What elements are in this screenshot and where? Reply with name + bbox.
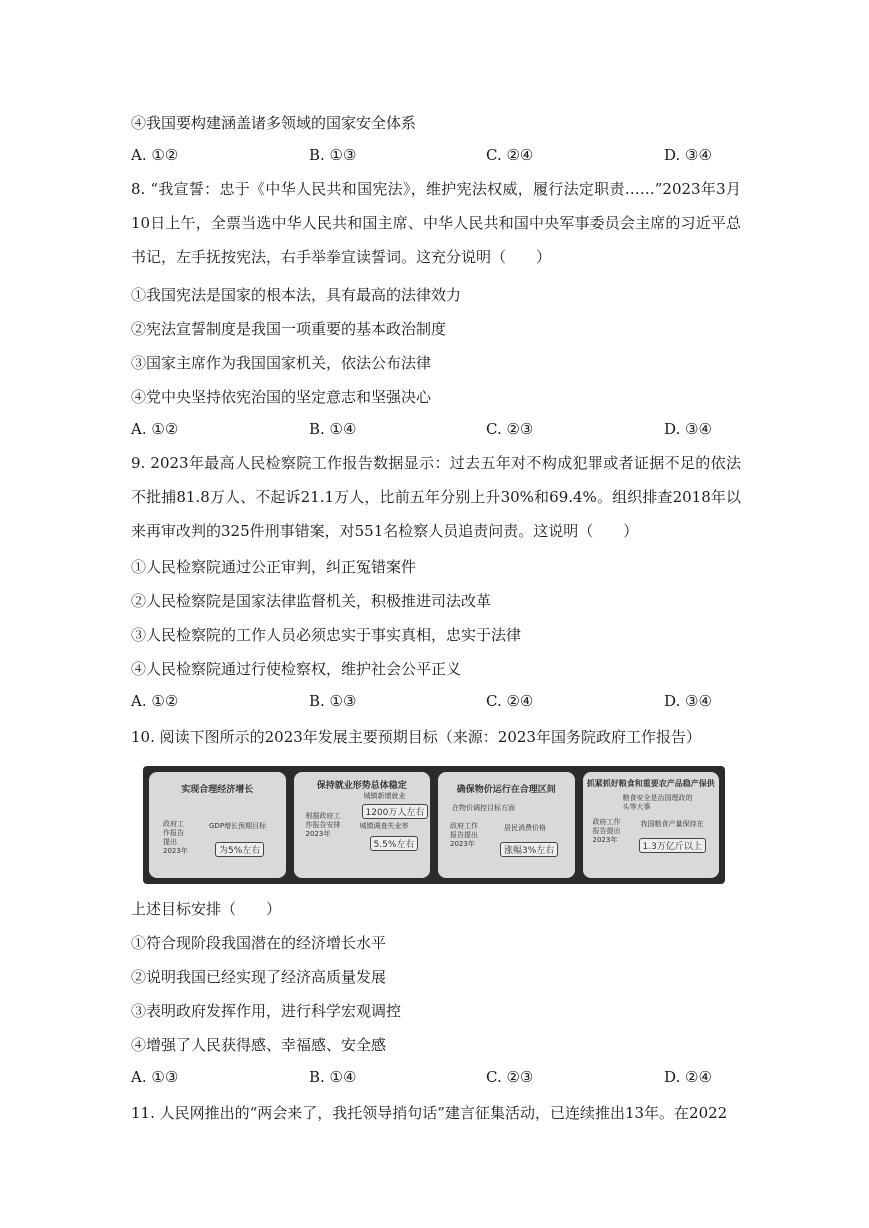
q10-stem: 10. 阅读下图所示的2023年发展主要预期目标（来源：2023年国务院政府工作报告）: [131, 728, 701, 746]
card-title: 确保物价运行在合理区间: [456, 785, 556, 795]
q7-statement-4: ④我国要构建涵盖诸多领域的国家安全体系: [131, 114, 417, 132]
q7-option-d: D. ③④: [664, 146, 712, 164]
q7-option-c: C. ②④: [486, 146, 534, 164]
card-label: 城镇新增就业: [363, 792, 406, 800]
q7-option-b: B. ①③: [309, 146, 357, 164]
q10-option-c: C. ②③: [486, 1068, 534, 1086]
card-subtitle: 粮食安全是治国理政的头等大事: [622, 794, 693, 811]
q9-option-d: D. ③④: [664, 692, 712, 710]
q10-statement-2: ②说明我国已经实现了经济高质量发展: [131, 968, 387, 986]
card-title: 保持就业形势总体稳定: [316, 781, 407, 791]
q9-statement-2: ②人民检察院是国家法律监督机关，积极推进司法改革: [131, 592, 492, 610]
card-left-text: 政府工作报告提出2023年: [592, 818, 621, 844]
q7-option-a: A. ①②: [131, 146, 179, 164]
q7-options: [131, 146, 751, 166]
q10-option-b: B. ①④: [309, 1068, 357, 1086]
card-value: 涨幅3%左右: [500, 842, 558, 857]
q11-stem: 11. 人民网推出的“两会来了，我托领导捎句话”建言征集活动，已连续推出13年。在2022: [131, 1104, 728, 1122]
q10-statement-3: ③表明政府发挥作用，进行科学宏观调控: [131, 1002, 402, 1020]
q10-option-d: D. ②④: [664, 1068, 712, 1086]
q8-option-d: D. ③④: [664, 420, 712, 438]
card-title: 实现合理经济增长: [181, 785, 254, 795]
q9-statement-3: ③人民检察院的工作人员必须忠实于事实真相，忠实于法律: [131, 626, 522, 644]
q10-option-a: A. ①③: [131, 1068, 179, 1086]
card-value: 1.3万亿斤以上: [639, 838, 706, 853]
card-title: 抓紧抓好粮食和重要农产品稳产保供: [586, 779, 715, 788]
card-left-text: 政府工作报告提出2023年: [163, 820, 188, 855]
q9-statement-1: ①人民检察院通过公正审判，纠正冤错案件: [131, 558, 417, 576]
card-label: 我国粮食产量保持在: [640, 820, 704, 828]
card-label-2: 居民消费价格: [504, 824, 546, 832]
figure-card-grain: [583, 772, 720, 878]
q8-statement-1: ①我国宪法是国家的根本法，具有最高的法律效力: [131, 286, 462, 304]
q9-option-a: A. ①②: [131, 692, 179, 710]
card-label: 在物价调控目标方面: [452, 804, 515, 812]
q8-option-a: A. ①②: [131, 420, 179, 438]
q8-statement-3: ③国家主席作为我国国家机关，依法公布法律: [131, 354, 432, 372]
card-value: 1200万人左右: [362, 804, 429, 819]
card-left-text: 政府工作报告提出2023年: [450, 822, 478, 848]
q9-options: [131, 692, 751, 712]
q10-options: [131, 1068, 751, 1088]
card-label: GDP增长预期目标: [209, 822, 267, 830]
q9-option-b: B. ①③: [309, 692, 357, 710]
card-value: 为5%左右: [215, 842, 264, 857]
q10-statement-4: ④增强了人民获得感、幸福感、安全感: [131, 1036, 387, 1054]
q9-statement-4: ④人民检察院通过行使检察权，维护社会公平正义: [131, 660, 462, 678]
q8-option-b: B. ①④: [309, 420, 357, 438]
figure-card-prices: [438, 772, 575, 878]
figure-card-employment: [294, 772, 431, 878]
q10-targets-figure: [143, 766, 725, 884]
q10-statement-1: ①符合现阶段我国潜在的经济增长水平: [131, 934, 387, 952]
q8-statement-4: ④党中央坚持依宪治国的坚定意志和坚强决心: [131, 388, 432, 406]
q9-stem: 9. 2023年最高人民检察院工作报告数据显示：过去五年对不构成犯罪或者证据不足的依法不批捕81.8万人、不起诉21.1万人，比前五年分别上升30%和69.4%。组织排查2018年以来再审改判的325件刑事错案，对551名检察人员追责问责。这说明（ ）: [131, 454, 741, 540]
q8-stem: 8. “我宣誓：忠于《中华人民共和国宪法》，维护宪法权威，履行法定职责……”2023年3月10日上午，全票当选中华人民共和国主席、中华人民共和国中央军事委员会主席的习近平总书记，左手抚按宪法，右手举拳宣读誓词。这充分说明（ ）: [131, 180, 741, 266]
card-label-2: 城镇调查失业率: [359, 822, 409, 830]
card-left-text: 根据政府工作报告安排2023年: [305, 812, 341, 838]
q8-options: [131, 420, 751, 440]
q8-option-c: C. ②③: [486, 420, 534, 438]
card-value-2: 5.5%左右: [370, 836, 419, 851]
q9-option-c: C. ②④: [486, 692, 534, 710]
figure-card-growth: [149, 772, 286, 878]
q10-prompt: 上述目标安排（ ）: [131, 900, 282, 918]
q8-statement-2: ②宪法宣誓制度是我国一项重要的基本政治制度: [131, 320, 447, 338]
